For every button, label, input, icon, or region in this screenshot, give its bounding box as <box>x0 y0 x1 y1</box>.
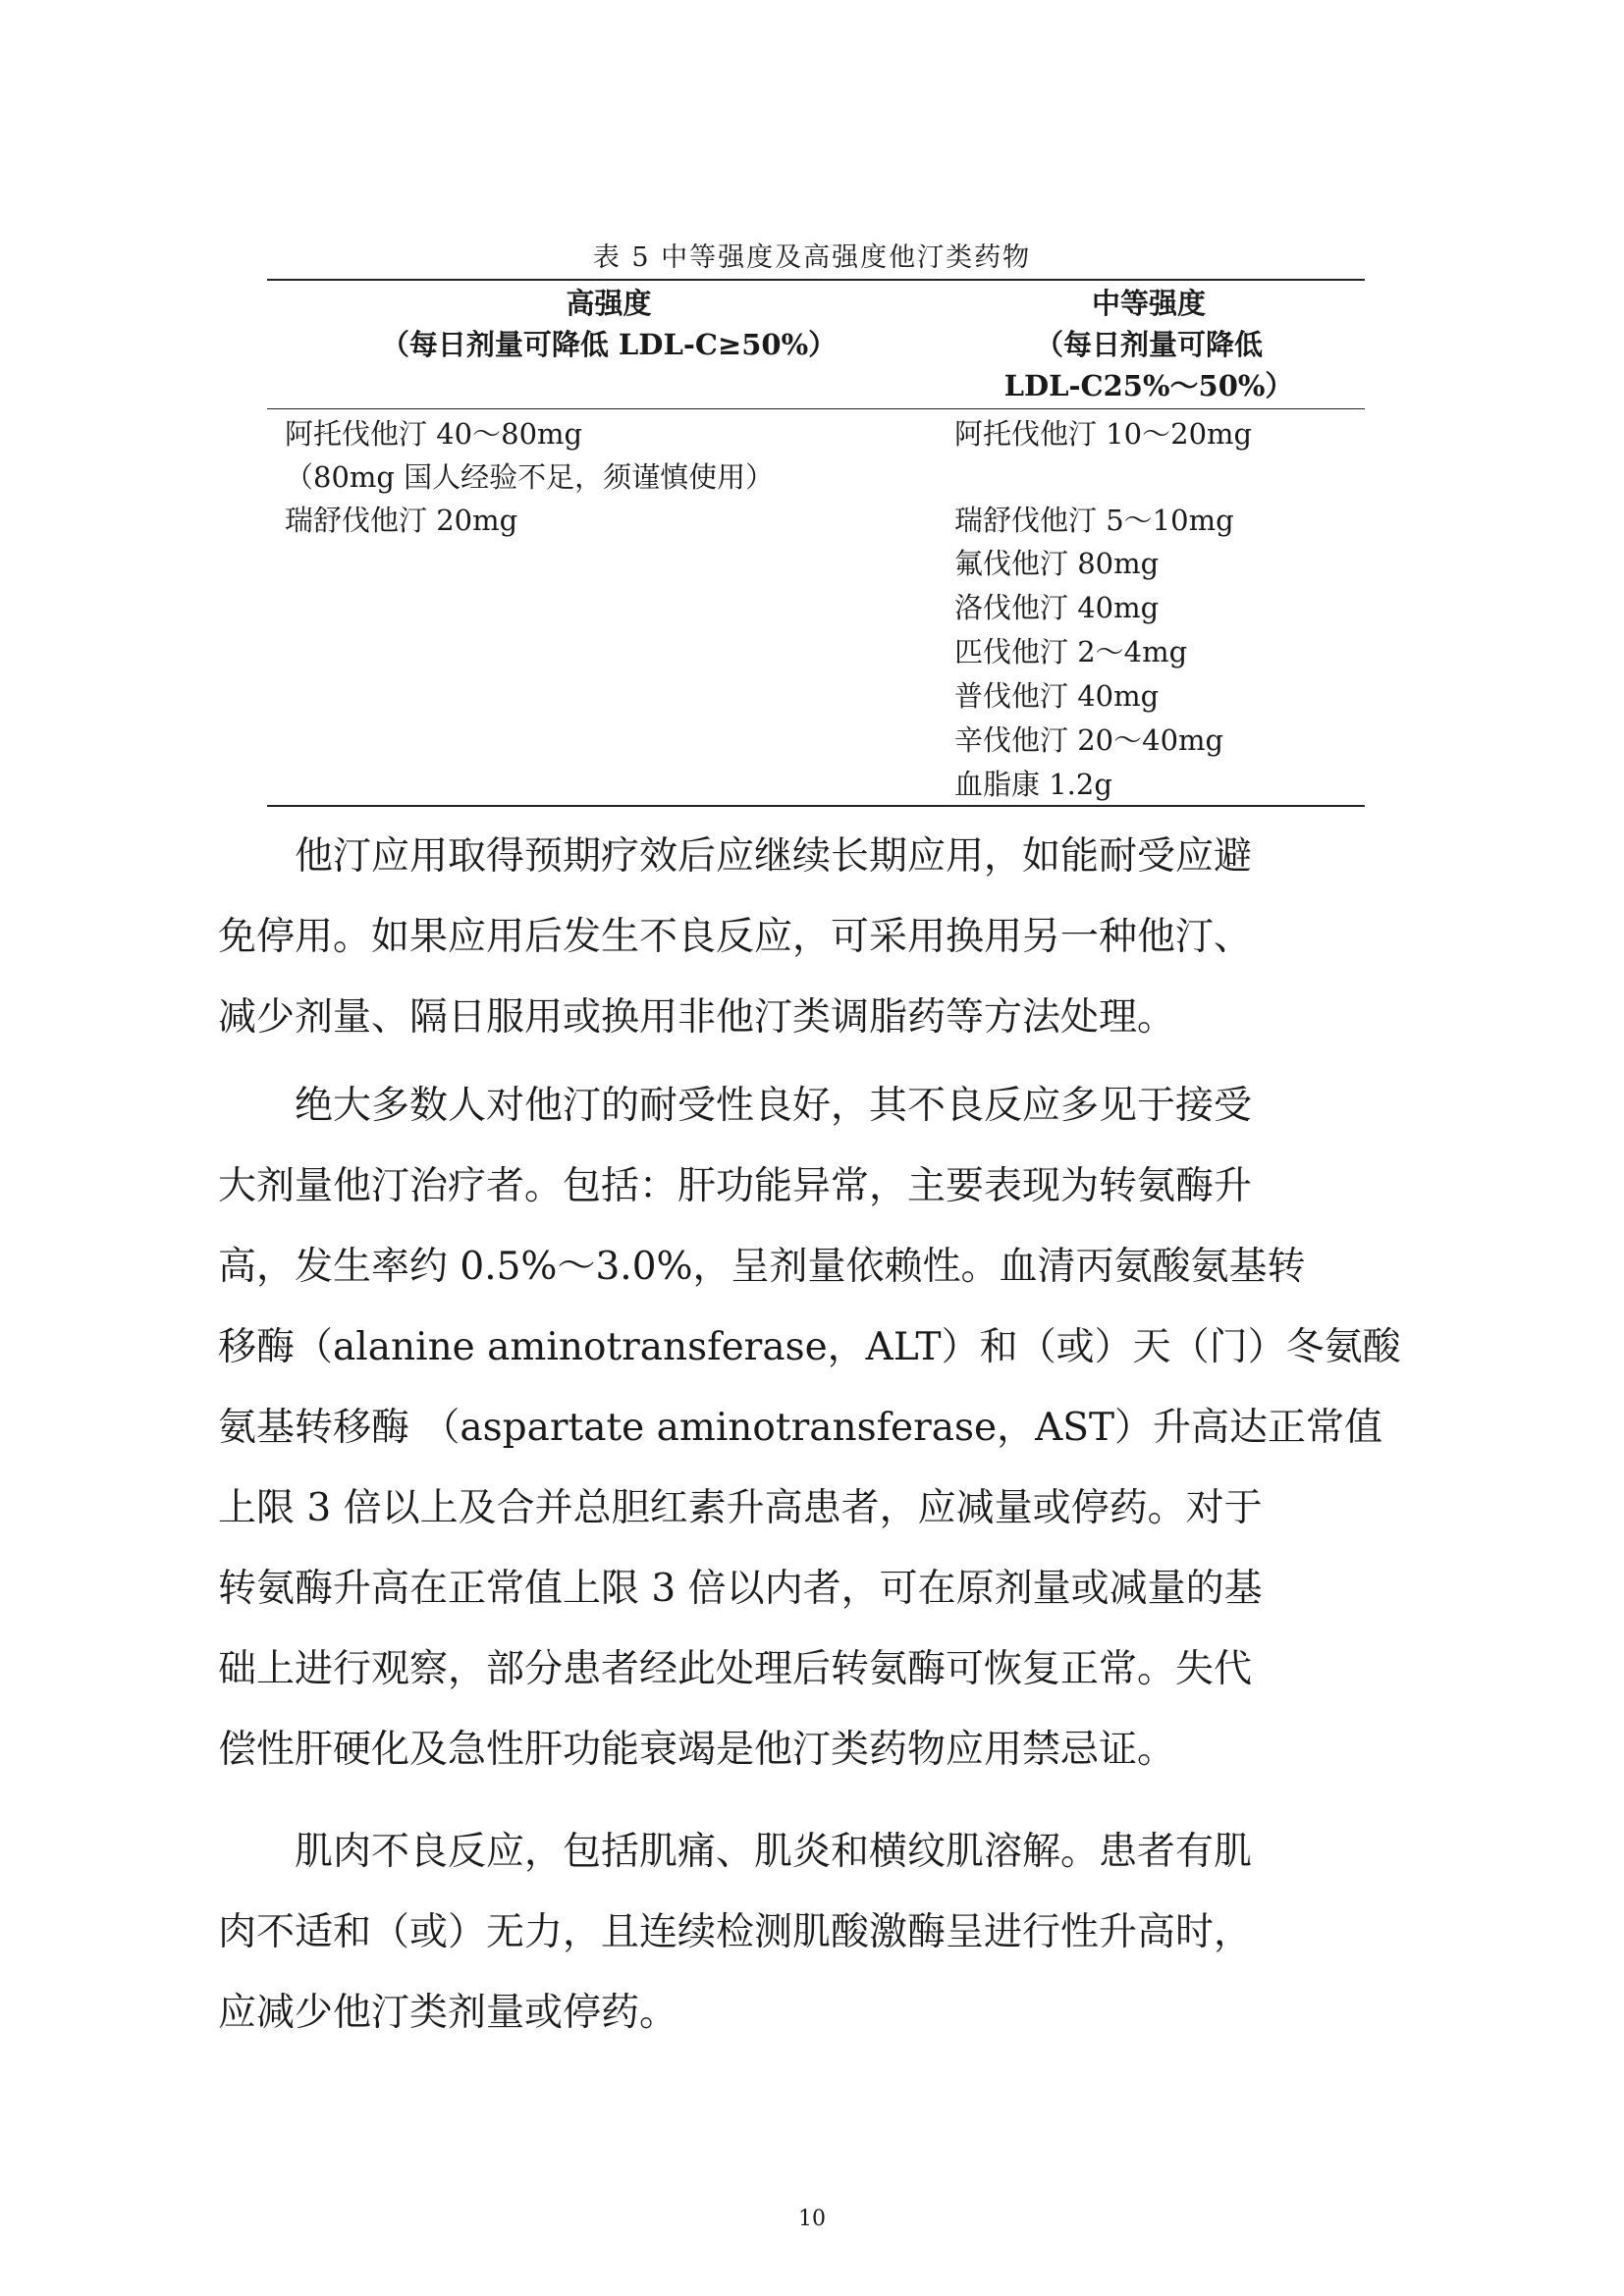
paragraph-line: 大剂量他汀治疗者。包括：肝功能异常，主要表现为转氨酶升 <box>218 1164 1253 1208</box>
page-number: 10 <box>798 2207 826 2231</box>
paragraph-line: 偿性肝硬化及急性肝功能衰竭是他汀类药物应用禁忌证。 <box>218 1728 1176 1772</box>
table-header-rule <box>267 408 1365 409</box>
table-bottom-rule <box>267 805 1365 807</box>
table-top-rule <box>267 279 1365 281</box>
paragraph-continuation <box>218 817 1426 1058</box>
header-moderate-subtitle-1: （每日剂量可降低 <box>1034 328 1263 361</box>
high-drug-note: （80mg 国人经验不足，须谨慎使用） <box>285 460 775 494</box>
moderate-drug-atorvastatin: 阿托伐他汀 10～20mg <box>954 417 1253 451</box>
header-high-title: 高强度 <box>566 287 652 320</box>
paragraph-line: 高，发生率约 0.5%～3.0%，呈剂量依赖性。血清丙氨酸氨基转 <box>218 1245 1306 1289</box>
paragraph-line: 氨基转移酶 （aspartate aminotransferase，AST）升高达正常值 <box>218 1406 1382 1450</box>
high-drug-atorvastatin: 阿托伐他汀 40～80mg <box>285 417 583 451</box>
paragraph-line: 绝大多数人对他汀的耐受性良好，其不良反应多见于接受 <box>218 1084 1253 1128</box>
header-high-subtitle: （每日剂量可降低 LDL-C≥50%） <box>380 328 838 361</box>
header-moderate-intensity <box>943 283 1355 406</box>
paragraph-muscle-adverse-effects <box>218 1812 1426 2054</box>
moderate-drug-pravastatin: 普伐他汀 40mg <box>954 679 1160 713</box>
paragraph-liver-adverse-effects <box>218 1066 1426 1790</box>
paragraph-line: 免停用。如果应用后发生不良反应，可采用换用另一种他汀、 <box>218 915 1253 959</box>
moderate-drug-fluvastatin: 氟伐他汀 80mg <box>954 547 1160 580</box>
paragraph-line: 肌肉不良反应，包括肌痛、肌炎和横纹肌溶解。患者有肌 <box>218 1830 1253 1874</box>
paragraph-line: 转氨酶升高在正常值上限 3 倍以内者，可在原剂量或减量的基 <box>218 1567 1263 1611</box>
header-moderate-subtitle-2: LDL-C25%～50%） <box>1003 369 1294 402</box>
paragraph-line: 应减少他汀类剂量或停药。 <box>218 1991 678 2035</box>
table-caption: 表 5 中等强度及高强度他汀类药物 <box>592 242 1032 273</box>
moderate-drug-lovastatin: 洛伐他汀 40mg <box>954 591 1160 624</box>
header-high-intensity <box>295 283 923 365</box>
paragraph-line: 础上进行观察，部分患者经此处理后转氨酶可恢复正常。失代 <box>218 1647 1253 1691</box>
paragraph-line: 他汀应用取得预期疗效后应继续长期应用，如能耐受应避 <box>218 834 1253 879</box>
moderate-drug-rosuvastatin: 瑞舒伐他汀 5～10mg <box>954 504 1234 537</box>
paragraph-line: 减少剂量、隔日服用或换用非他汀类调脂药等方法处理。 <box>218 995 1176 1040</box>
header-moderate-title: 中等强度 <box>1091 287 1206 320</box>
paragraph-line: 上限 3 倍以上及合并总胆红素升高患者，应减量或停药。对于 <box>218 1486 1263 1530</box>
moderate-drug-simvastatin: 辛伐他汀 20～40mg <box>954 723 1224 757</box>
moderate-drug-xuezhikang: 血脂康 1.2g <box>954 768 1112 801</box>
paragraph-line: 移酶（alanine aminotransferase，ALT）和（或）天（门）冬氨酸 <box>218 1325 1401 1369</box>
high-drug-rosuvastatin: 瑞舒伐他汀 20mg <box>285 504 518 537</box>
moderate-drug-pitavastatin: 匹伐他汀 2～4mg <box>954 635 1188 668</box>
paragraph-line: 肉不适和（或）无力，且连续检测肌酸激酶呈进行性升高时， <box>218 1910 1253 1954</box>
